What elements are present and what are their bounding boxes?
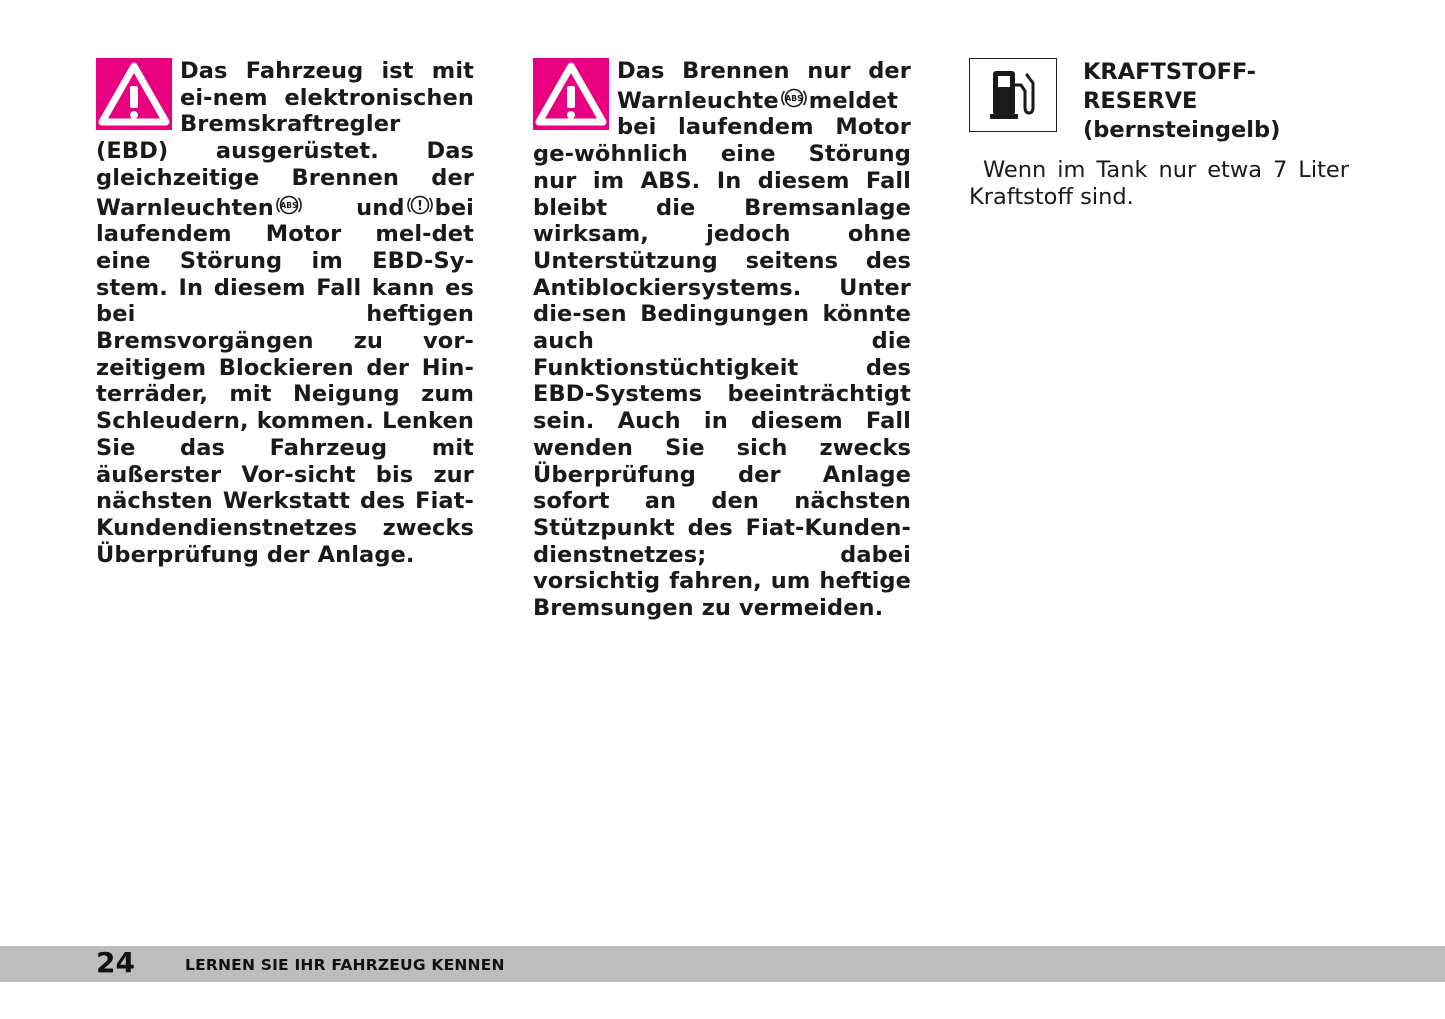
fuel-pump-icon: [969, 58, 1057, 132]
warning-triangle-icon: [533, 58, 609, 130]
footer-section-title: LERNEN SIE IHR FAHRZEUG KENNEN: [185, 956, 505, 974]
fuel-reserve-column: [969, 58, 1349, 211]
abs-symbol-label: ABS: [785, 93, 803, 103]
abs-warning-text: Das Brennen nur der Warnleuchte ABS meldet bei laufendem Motor ge-wöhnlich eine Störung nur im ABS. In diesem Fall bleibt die Bremsanlage wirksam, jedoch ohne Unterstützung seitens des Antiblockiersystems. Unter die-sen Bedingungen könnte auch die Funktionstüchtigkeit des EBD-Systems beeinträchtigt sein. Auch in diesem Fall wenden Sie sich zwecks Überprüfung der Anlage sofort an den nächsten Stützpunkt des Fiat-Kunden-dienstnetzes; dabei vorsichtig fahren, um heftige Bremsungen zu vermeiden.: [533, 58, 911, 622]
abs-warning-column: [533, 58, 911, 622]
brake-warning-symbol-icon: [407, 192, 433, 218]
abs-warning-symbol-icon: [276, 192, 302, 218]
abs-symbol-label: ABS: [280, 200, 298, 210]
page-number: 24: [96, 946, 135, 979]
fuel-reserve-text: Wenn im Tank nur etwa 7 Liter Kraftstoff sind.: [969, 157, 1349, 210]
ebd-warning-text: Das Fahrzeug ist mit ei-nem elektronischen Bremskraftregler (EBD) ausgerüstet. Das gleichzeitige Brennen der Warnleuchten ABS und ! bei laufendem Motor mel-det eine Störung im EBD-Sy-stem. In diesem Fall kann es bei heftigen Bremsvorgängen zu vor-zeitigem Blockieren der Hin-terräder, mit Neigung zum Schleudern, kommen. Lenken Sie das Fahrzeug mit äußerster Vor-sicht bis zur nächsten Werkstatt des Fiat-Kundendienstnetzes zwecks Überprüfung der Anlage.: [96, 58, 474, 568]
page-footer: [0, 946, 1445, 982]
ebd-warning-column: [96, 58, 474, 568]
section-heading: KRAFTSTOFF- RESERVE (bernsteingelb): [1083, 59, 1281, 143]
abs-warning-symbol-icon: [781, 85, 807, 111]
brake-symbol-label: !: [416, 198, 423, 214]
warning-triangle-icon: [96, 58, 172, 130]
